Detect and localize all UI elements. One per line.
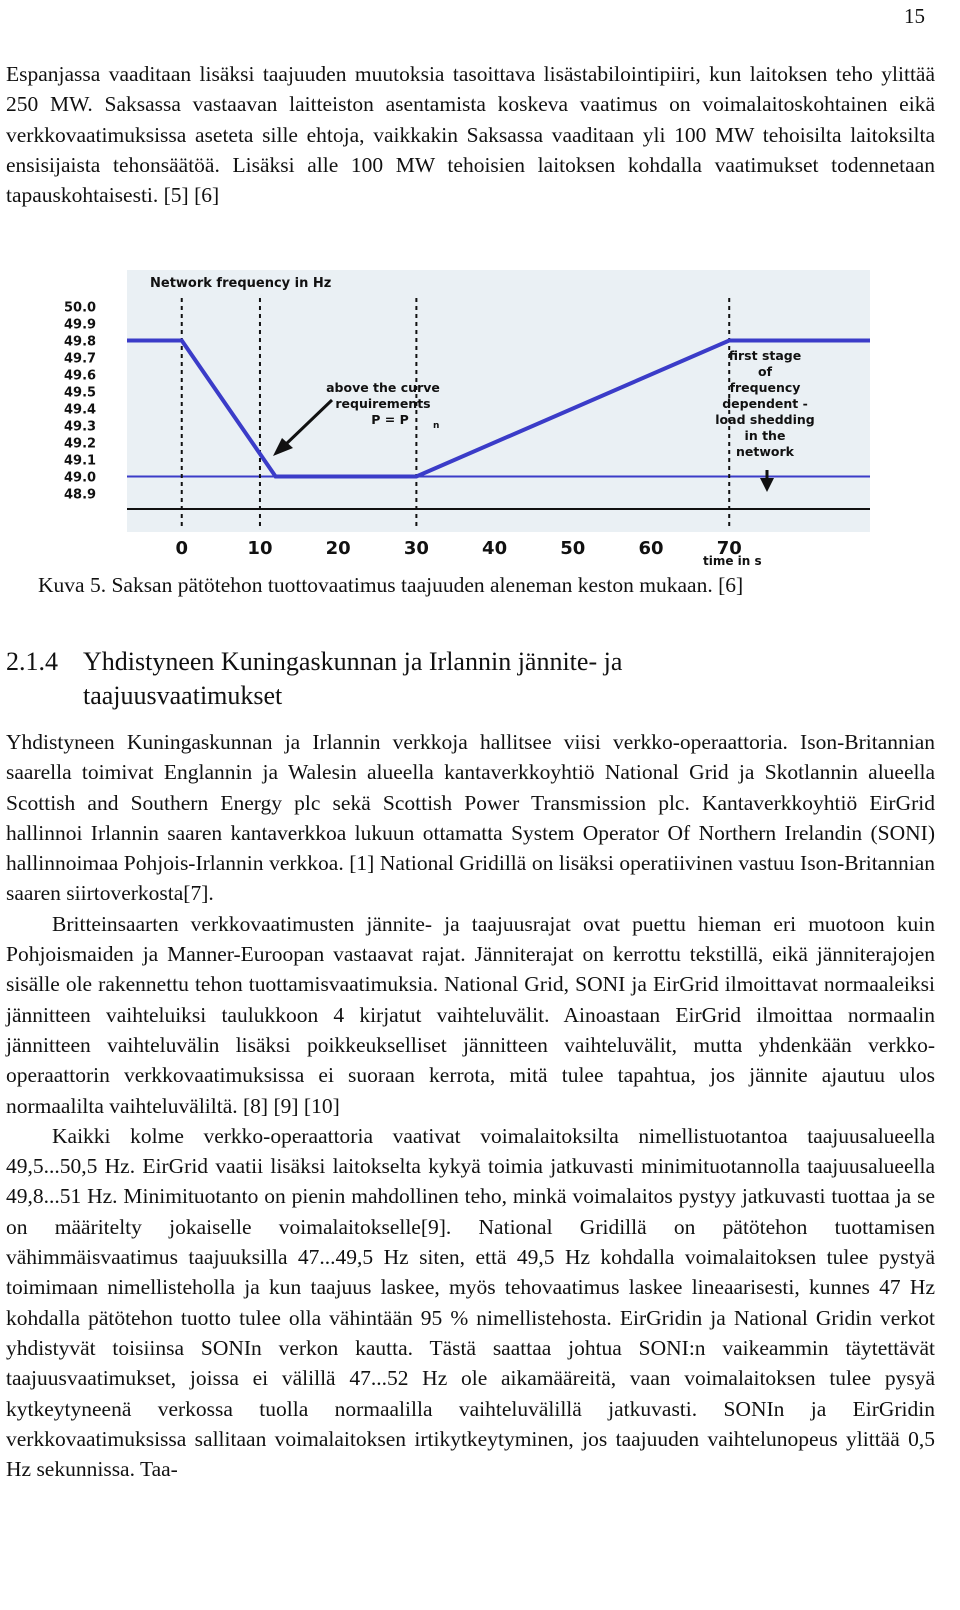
load-shedding-note-line: dependent - [722, 396, 808, 411]
section-heading [6, 645, 622, 713]
x-tick-label: 30 [403, 538, 429, 559]
y-tick-label: 49.7 [64, 351, 97, 367]
intro-paragraph: Espanjassa vaaditaan lisäksi taajuuden muutoksia tasoittava lisästabilointipiiri, kun laitoksen teho ylittää 250 MW. Saksassa vastaavan laitteiston asentamista koskeva vaatimus on voimalaitoskohtainen eikä verkkovaatimuksissa aseteta sille ehtoja, vaikkakin Saksassa vaaditaan yli 100 MW tehoisilta laitoksilta ensisijaista tehonsäätöä. Lisäksi alle 100 MW tehoisien laitoksen kohdalla vaatimukset todennetaan tapauskohtaisesti. [5] [6] [6, 62, 935, 208]
chart-title: Network frequency in Hz [150, 276, 332, 291]
load-shedding-note-line: of [757, 364, 773, 379]
page-number: 15 [904, 4, 925, 28]
y-tick-label: 49.9 [64, 317, 97, 333]
curve-note-line: requirements [335, 396, 431, 411]
x-tick-label: 60 [638, 538, 664, 559]
x-axis-label: time in s [703, 554, 762, 568]
x-tick-label: 10 [247, 538, 273, 559]
load-shedding-note-line: first stage [728, 348, 802, 363]
y-tick-label: 49.5 [64, 385, 97, 401]
y-tick-label: 49.1 [64, 453, 97, 469]
paragraph-frequency-requirements: Kaikki kolme verkko-operaattoria vaativat voimalaitoksilta nimellistuotantoa taajuusalueella 49,5...50,5 Hz. EirGrid vaatii lisäksi laitokselta kykyä toimia jatkuvasti minimituotannolla taajuusalueella 49,8...51 Hz. Minimituotanto on pienin mahdollinen teho, minkä voimalaitos pystyy jatkuvasti tuottaa ja se on määritelty jokaiselle voimalaitokselle[9]. National Gridillä on pätötehon tuottamisen vähimmäisvaatimus taajuuksilla 47...49,5 Hz siten, että 49,5 Hz kohdalla voimalaitoksen tulee pystyä toimimaan nimellisteholla ja kun taajuus laskee, myös tehovaatimus laskee lineaarisesti, kunnes 47 Hz kohdalla pätötehon tuotto tulee olla vähintään 95 % nimellistehosta. EirGridin ja National Gridin verkot yhdistyvät toisiinsa SONIn verkon kautta. Tästä saattaa johtua SONI:n vaikeammin täytettävät taajuusvaatimukset, joissa ei välillä 47...52 Hz ole aikamääreitä, vaan voimalaitoksen tulee pysyä kytkeytyneenä verkossa tuolla normaalilla vaihteluvälillä jatkuvasti. SONIn ja EirGridin verkkovaatimuksissa sallitaan voimalaitoksen irtikytkeytyminen, jos taajuuden vaihtelunopeus ylittää 0,5 Hz sekunnissa. Taa- [6, 1123, 935, 1482]
y-tick-label: 49.4 [64, 402, 97, 418]
paragraph-voltage-limits: Britteinsaarten verkkovaatimusten jännite- ja taajuusrajat ovat puettu hieman eri muotoon kuin Pohjoismaiden ja Manner-Euroopan vastaavat rajat. Jänniterajat on kerrottu tekstillä, eikä jänniterajojen sisälle ole rakennettu tehon tuottamisvaatimuksia. National Grid, SONI ja EirGrid ilmoittavat normaaleiksi jännitteen vaihteluiksi taulukkoon 4 kirjatut vaihteluvälit. Ainoastaan EirGrid ilmoittaa normaalin jännitteen vaihteluvälin lisäksi poikkeukselliset jännitteen vaihteluvälit, mutta yhdenkään verkko-operaattorin verkkovaatimuksissa ei suoraan kerrota, mitä tulee tapahtua, jos jännite ajautuu ulos normaalilta vaihteluväliltä. [8] [9] [10] [6, 911, 935, 1118]
x-tick-label: 40 [482, 538, 508, 559]
curve-note-subscript: n [433, 421, 440, 431]
load-shedding-note-line: network [736, 444, 794, 459]
load-shedding-note-line: load shedding [715, 412, 815, 427]
load-shedding-note-line: in the [744, 428, 786, 443]
y-tick-label: 49.6 [64, 368, 97, 384]
x-tick-label: 0 [175, 538, 189, 559]
section-title-line1: Yhdistyneen Kuningaskunnan ja Irlannin jännite- ja [83, 647, 623, 676]
y-tick-label: 50.0 [64, 300, 97, 316]
section-title-line2: taajuusvaatimukset [83, 681, 283, 710]
y-tick-label: 49.2 [64, 436, 97, 452]
y-tick-label: 49.3 [64, 419, 97, 435]
section-number: 2.1.4 [6, 647, 58, 676]
x-tick-label: 50 [560, 538, 586, 559]
figure-caption: Kuva 5. Saksan pätötehon tuottovaatimus taajuuden aleneman keston mukaan. [6] [38, 573, 744, 597]
curve-note-line: P = P [371, 412, 409, 427]
y-tick-label: 49.0 [64, 470, 97, 486]
x-tick-label: 70 [716, 538, 742, 559]
curve-note-line: above the curve [326, 380, 440, 395]
x-tick-label: 20 [325, 538, 351, 559]
load-shedding-note-line: frequency [729, 380, 801, 395]
body-text [6, 727, 935, 1484]
paragraph-operators: Yhdistyneen Kuningaskunnan ja Irlannin verkkoja hallitsee viisi verkko-operaattoria. Ison-Britannian saarella toimivat Englannin ja Walesin alueella kantaverkkoyhtiö National Grid ja Skotlannin alueella Scottish and Southern Energy plc sekä Scottish Power Transmission plc. Kantaverkkoyhtiö EirGrid hallinnoi Irlannin saaren kantaverkkoa lukuun ottamatta System Operator Of Northern Irelandin (SONI) hallinnoimaa Pohjois-Irlannin verkkoa. [1] National Gridillä on lisäksi operatiivinen vastuu Ison-Britannian saaren siirtoverkosta[7]. [6, 730, 935, 906]
frequency-requirement-figure [60, 270, 900, 580]
y-tick-label: 49.8 [64, 334, 97, 350]
y-tick-label: 48.9 [64, 487, 97, 503]
